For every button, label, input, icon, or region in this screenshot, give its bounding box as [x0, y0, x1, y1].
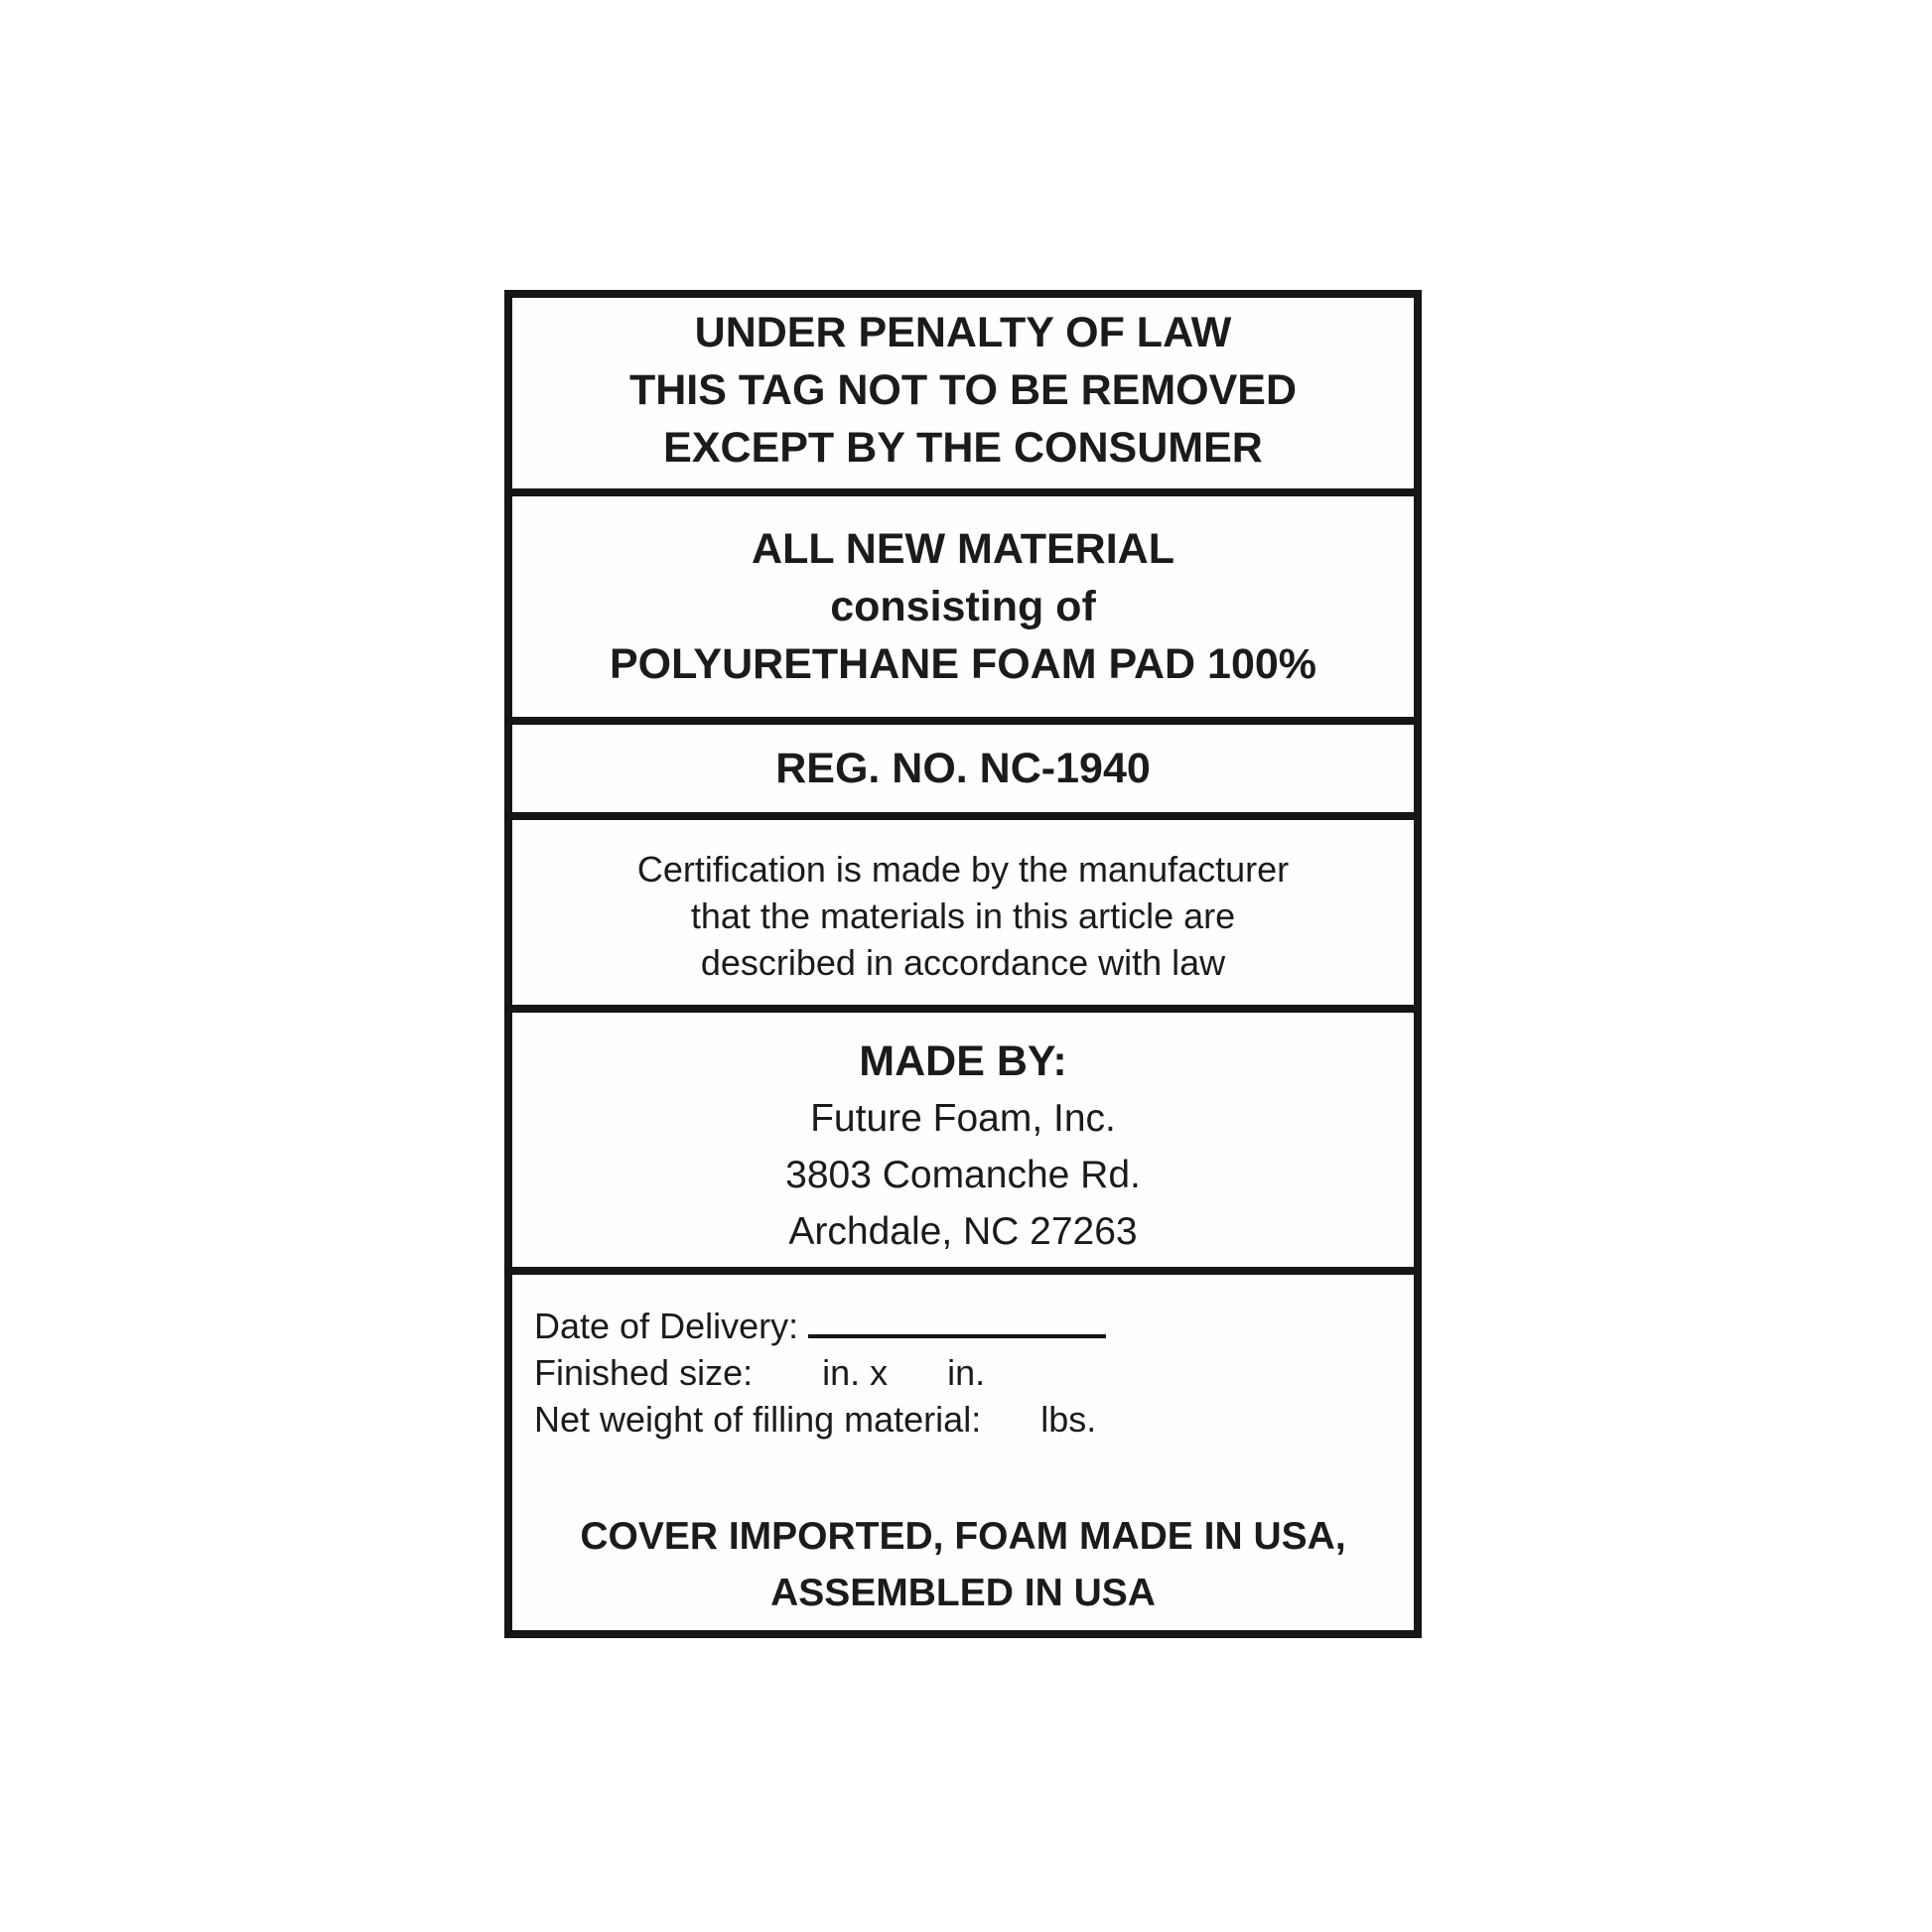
date-of-delivery-label: Date of Delivery: — [534, 1306, 799, 1346]
registration-number-section — [512, 725, 1414, 820]
date-of-delivery-blank — [808, 1295, 1106, 1338]
origin-statement-line: COVER IMPORTED, FOAM MADE IN USA, — [580, 1515, 1346, 1558]
penalty-line: THIS TAG NOT TO BE REMOVED — [628, 366, 1298, 414]
manufacturer-street: 3803 Comanche Rd. — [785, 1154, 1141, 1196]
penalty-line: UNDER PENALTY OF LAW — [694, 309, 1232, 356]
date-of-delivery-line — [512, 1295, 1414, 1349]
certification-line: described in accordance with law — [700, 942, 1226, 983]
made-by-section — [512, 1013, 1414, 1275]
penalty-line: EXCEPT BY THE CONSUMER — [663, 424, 1263, 472]
spacer — [512, 1443, 1414, 1508]
material-line: POLYURETHANE FOAM PAD 100% — [609, 640, 1317, 688]
material-line: consisting of — [830, 583, 1096, 630]
certification-line: that the materials in this article are — [690, 896, 1236, 936]
registration-number: REG. NO. NC-1940 — [775, 745, 1151, 792]
law-tag-label — [504, 290, 1422, 1638]
certification-line: Certification is made by the manufacturer — [636, 849, 1290, 890]
manufacturer-city-state-zip: Archdale, NC 27263 — [788, 1210, 1138, 1253]
made-by-heading: MADE BY: — [859, 1037, 1067, 1085]
penalty-notice-section — [512, 298, 1414, 496]
delivery-details-section — [512, 1275, 1414, 1630]
net-weight-line: Net weight of filling material: lbs. — [534, 1399, 1097, 1440]
material-line: ALL NEW MATERIAL — [752, 525, 1174, 573]
material-contents-section — [512, 496, 1414, 725]
origin-statement-line: ASSEMBLED IN USA — [770, 1572, 1156, 1614]
finished-size-line: Finished size: in. x in. — [534, 1352, 986, 1393]
manufacturer-name: Future Foam, Inc. — [810, 1097, 1116, 1140]
certification-section — [512, 820, 1414, 1013]
